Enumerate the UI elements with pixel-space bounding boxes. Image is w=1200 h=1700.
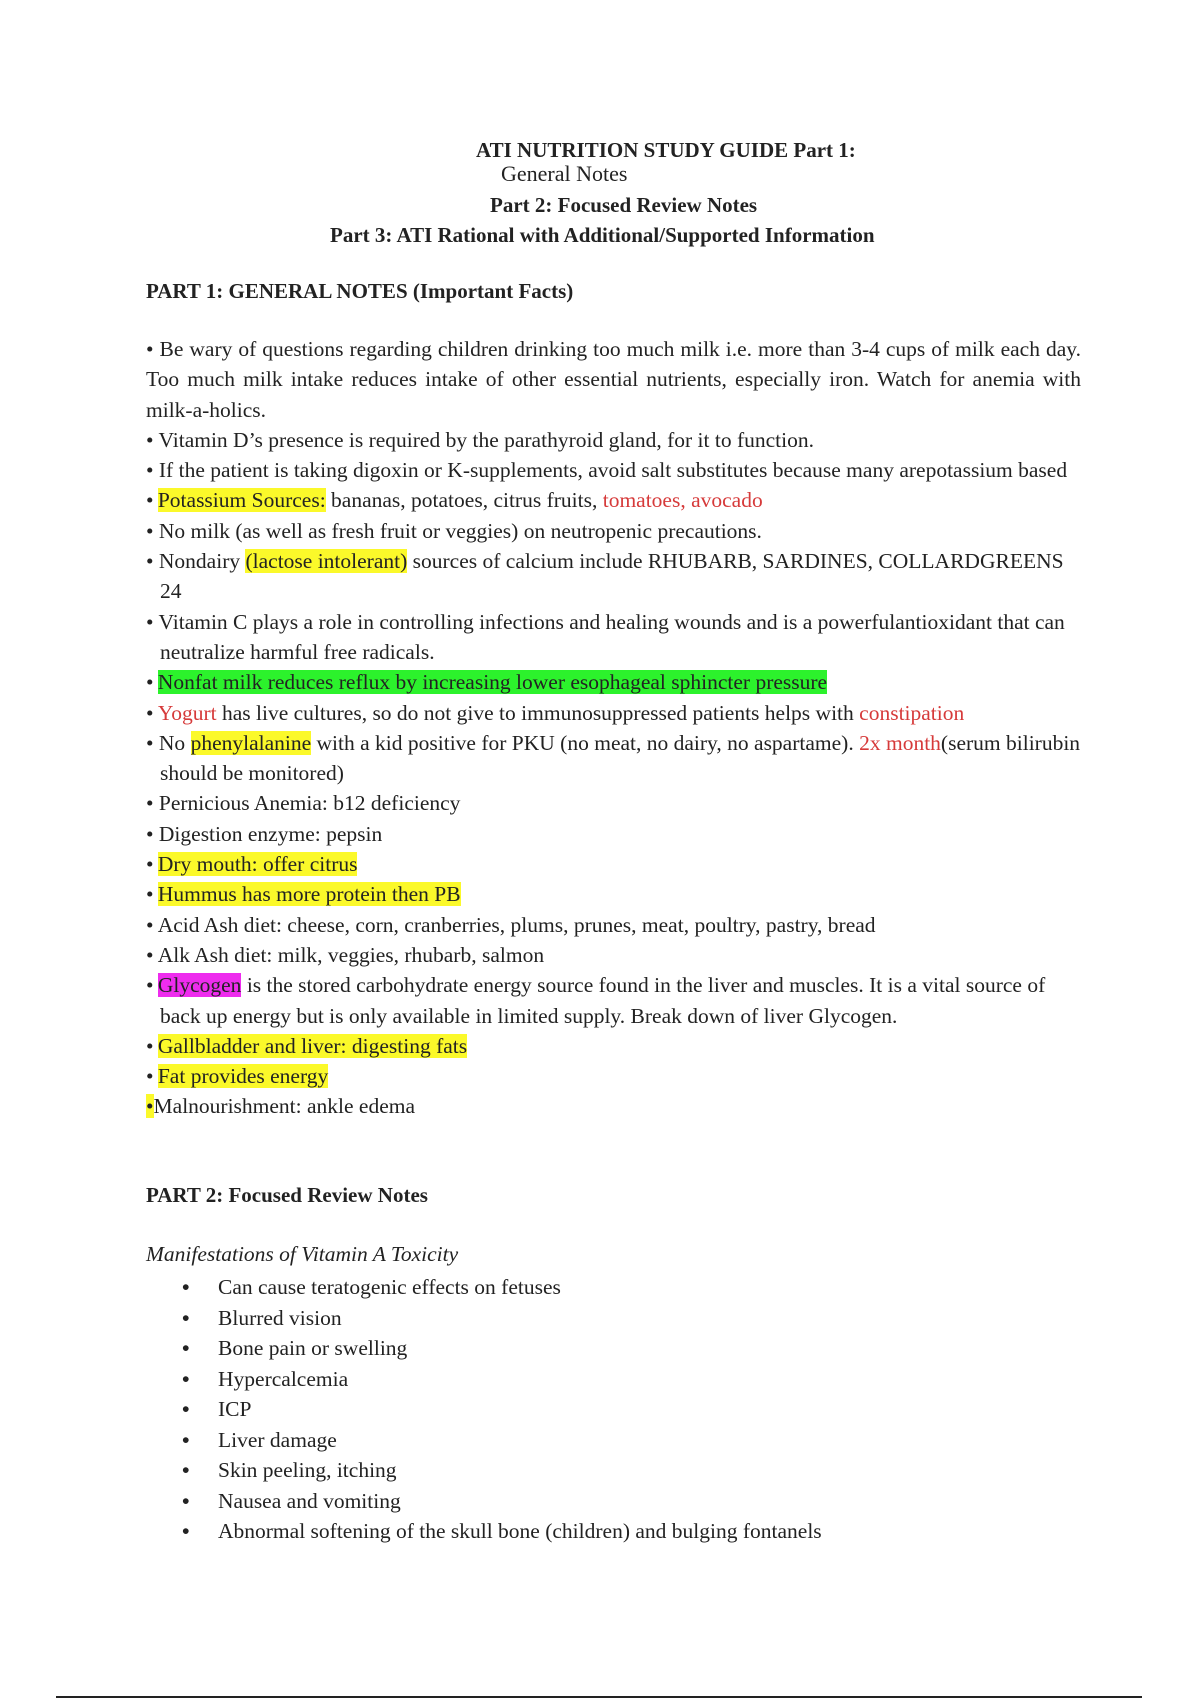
list-item-text: Can cause teratogenic effects on fetuses [218, 1275, 561, 1299]
bullet-dot-icon: • [182, 1488, 190, 1513]
pku-post: (serum bilirubin should be monitored) [160, 730, 1081, 786]
nondairy-pre: • Nondairy [146, 549, 246, 574]
pku-pre: • No [146, 730, 191, 755]
red-text-constipation: constipation [859, 700, 965, 725]
highlight-glycogen: Glycogen [157, 973, 242, 998]
bullet-dot-icon: • [182, 1305, 190, 1330]
vitamin-a-list [182, 1272, 822, 1547]
vitamin-a-subheading: Manifestations of Vitamin A Toxicity [146, 1242, 459, 1266]
list-item [182, 1516, 822, 1547]
malnourishment-text: Malnourishment: ankle edema [153, 1094, 416, 1119]
highlight-bullet-marker: • [146, 1094, 154, 1119]
bullet-dot-icon: • [182, 1519, 190, 1543]
list-item [182, 1394, 822, 1425]
bullet-gallbladder: • Gallbladder and liver: digesting fats [146, 1033, 468, 1058]
bullet-vitamin-c: • Vitamin C plays a role in controlling infections and healing wounds and is a powerfulantioxidant that can neutralize harmful free radicals. [146, 609, 1065, 664]
bullet-yogurt: • Yogurt has live cultures, so do not give to immunosuppressed patients helps with constipation [146, 700, 965, 725]
bullet-pku [146, 728, 1081, 789]
highlight-lactose: (lactose intolerant) [245, 549, 408, 574]
bullet-alk-ash: • Alk Ash diet: milk, veggies, rhubarb, salmon [146, 942, 545, 967]
bullet-digoxin: • If the patient is taking digoxin or K-supplements, avoid salt substitutes because many arepotassium based [146, 458, 1068, 483]
bullet-dot-icon: • [182, 1427, 190, 1452]
bullet-dot-icon: • [182, 1366, 190, 1391]
bullet-dot-icon: • [182, 1458, 190, 1482]
bullet-dot-icon: • [182, 1336, 190, 1360]
bullet-nonfat-milk: • Nonfat milk reduces reflux by increasing lower esophageal sphincter pressure [146, 670, 828, 695]
potassium-text: bananas, potatoes, citrus fruits, [325, 488, 603, 513]
list-item-text: Skin peeling, itching [218, 1458, 397, 1482]
highlight-dry-mouth: Dry mouth: offer citrus [157, 852, 358, 877]
bullet-pernicious-anemia: • Pernicious Anemia: b12 deficiency [146, 791, 461, 816]
bullet-milk: • Be wary of questions regarding children drinking too much milk i.e. more than 3-4 cups of milk each day. Too much milk intake reduces intake of other essential nutrients, especially iron. Watch for anemia with milk-a-holics. [146, 337, 1081, 422]
glycogen-text: is the stored carbohydrate energy source found in the liver and muscles. It is a vital source of back up energy but is only available in limited supply. Break down of liver Glycogen. [160, 973, 1046, 1028]
list-item [182, 1303, 822, 1334]
list-item [182, 1364, 822, 1395]
list-item [182, 1455, 822, 1486]
list-item [182, 1272, 822, 1303]
bullet-malnourishment [146, 1091, 1081, 1121]
nondairy-post: sources of calcium include RHUBARB, SARDINES, COLLARDGREENS 24 [160, 549, 1064, 604]
red-text-2x-month: 2x month [859, 730, 941, 755]
bullet-dot-icon: • [182, 1275, 190, 1299]
list-item-text: Liver damage [218, 1427, 337, 1452]
bullet-fat-energy: • Fat provides energy [146, 1064, 329, 1089]
title-line-2: General Notes [501, 161, 628, 186]
title-line-3: Part 2: Focused Review Notes [490, 193, 758, 217]
bullet-acid-ash: • Acid Ash diet: cheese, corn, cranberries, plums, prunes, meat, poultry, pastry, bread [146, 912, 876, 937]
bottom-rule [56, 1696, 1142, 1698]
title-line-1: ATI NUTRITION STUDY GUIDE Part 1: [476, 138, 856, 162]
highlight-potassium: Potassium Sources: [157, 488, 326, 513]
bullet-dot-icon: • [182, 1397, 190, 1421]
red-text-tomatoes: tomatoes, avocado [602, 488, 763, 513]
part2-heading: PART 2: Focused Review Notes [146, 1183, 428, 1207]
yogurt-text: has live cultures, so do not give to immunosuppressed patients helps with [216, 700, 860, 725]
highlight-hummus: Hummus has more protein then PB [157, 882, 461, 907]
pku-mid: with a kid positive for PKU (no meat, no dairy, no aspartame). [311, 730, 860, 755]
red-text-yogurt: Yogurt [157, 700, 217, 725]
bullet-potassium: • Potassium Sources: bananas, potatoes, citrus fruits, tomatoes, avocado [146, 488, 763, 513]
part1-bullet-list [146, 334, 1081, 1122]
part1-heading: PART 1: GENERAL NOTES (Important Facts) [146, 279, 574, 303]
title-block [0, 138, 1200, 250]
list-item [182, 1486, 822, 1517]
list-item-text: Nausea and vomiting [218, 1488, 401, 1513]
list-item-text: Bone pain or swelling [218, 1336, 408, 1360]
bullet-pepsin: • Digestion enzyme: pepsin [146, 821, 383, 846]
highlight-fat-energy: Fat provides energy [157, 1064, 329, 1089]
list-item-text: Blurred vision [218, 1305, 342, 1330]
highlight-phenylalanine: phenylalanine [190, 730, 312, 755]
bullet-glycogen: • Glycogen is the stored carbohydrate energy source found in the liver and muscles. It is a vital source of back up energy but is only available in limited supply. Break down of liver Glycogen. [146, 973, 1046, 1028]
highlight-gallbladder: Gallbladder and liver: digesting fats [157, 1033, 468, 1058]
bullet-neutropenic: • No milk (as well as fresh fruit or veggies) on neutropenic precautions. [146, 518, 762, 543]
bullet-hummus: • Hummus has more protein then PB [146, 882, 461, 907]
list-item-text: ICP [218, 1397, 252, 1421]
list-item [182, 1425, 822, 1456]
list-item-text: Abnormal softening of the skull bone (children) and bulging fontanels [218, 1519, 822, 1543]
list-item-text: Hypercalcemia [218, 1366, 349, 1391]
highlight-nonfat-milk: Nonfat milk reduces reflux by increasing lower esophageal sphincter pressure [157, 670, 828, 695]
bullet-dry-mouth: • Dry mouth: offer citrus [146, 852, 358, 877]
bullet-nondairy [146, 546, 1081, 607]
bullet-vitamin-d: • Vitamin D’s presence is required by the parathyroid gland, for it to function. [146, 427, 814, 452]
list-item [182, 1333, 822, 1364]
title-line-4: Part 3: ATI Rational with Additional/Supported Information [330, 223, 875, 247]
